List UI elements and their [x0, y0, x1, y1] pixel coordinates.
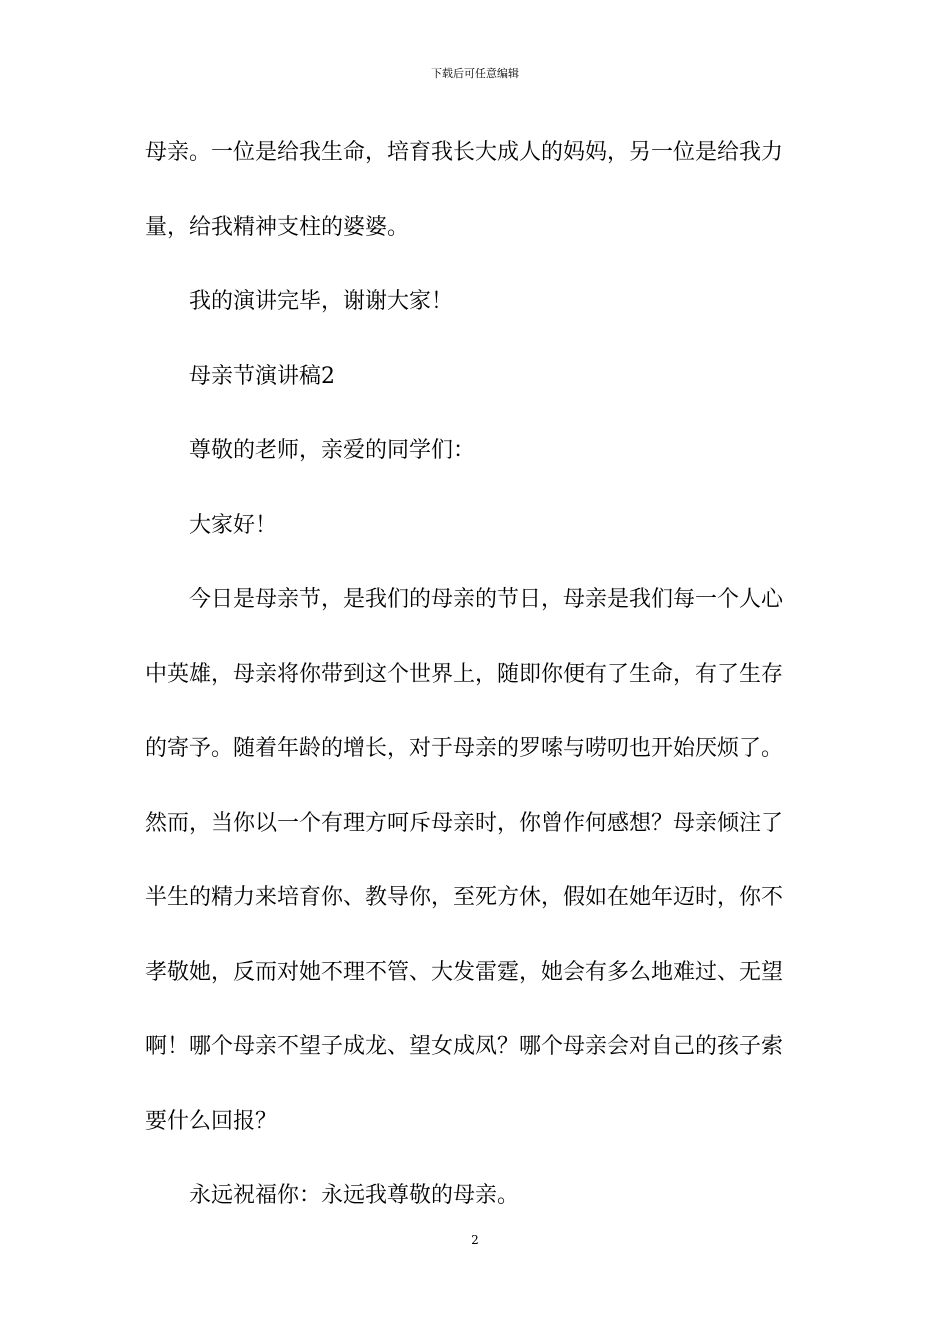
salutation: 尊敬的老师，亲爱的同学们： — [189, 438, 476, 463]
text-line: 永远祝福你：永远我尊敬的母亲。 — [189, 1183, 520, 1208]
text-line: 我的演讲完毕，谢谢大家！ — [189, 289, 454, 314]
text-line: 要什么回报？ — [145, 1108, 278, 1134]
section-title: 母亲节演讲稿2 — [189, 363, 335, 389]
text-line: 孝敬她，反而对她不理不管、大发雷霆，她会有多么地难过、无望 — [145, 959, 784, 985]
text-line: 量，给我精神支柱的婆婆。 — [145, 214, 410, 240]
document-body — [145, 130, 810, 1248]
text-line: 半生的精力来培育你、教导你，至死方休，假如在她年迈时，你不 — [145, 885, 784, 910]
text-line: 中英雄，母亲将你带到这个世界上，随即你便有了生命，有了生存 — [145, 661, 784, 687]
text-line: 然而，当你以一个有理方呵斥母亲时，你曾作何感想？母亲倾注了 — [145, 810, 784, 836]
text-line: 母亲。一位是给我生命，培育我长大成人的妈妈，另一位是给我力 — [145, 140, 784, 165]
page-number: 2 — [471, 1233, 479, 1247]
text-line: 啊！哪个母亲不望子成龙、望女成凤？哪个母亲会对自己的孩子索 — [145, 1034, 784, 1059]
text-line: 今日是母亲节，是我们的母亲的节日，母亲是我们每一个人心 — [189, 587, 784, 612]
page-header: 下载后可任意编辑 — [431, 67, 519, 80]
text-line: 的寄予。随着年龄的增长，对于母亲的罗嗦与唠叨也开始厌烦了。 — [145, 736, 784, 761]
greeting: 大家好！ — [189, 512, 278, 538]
